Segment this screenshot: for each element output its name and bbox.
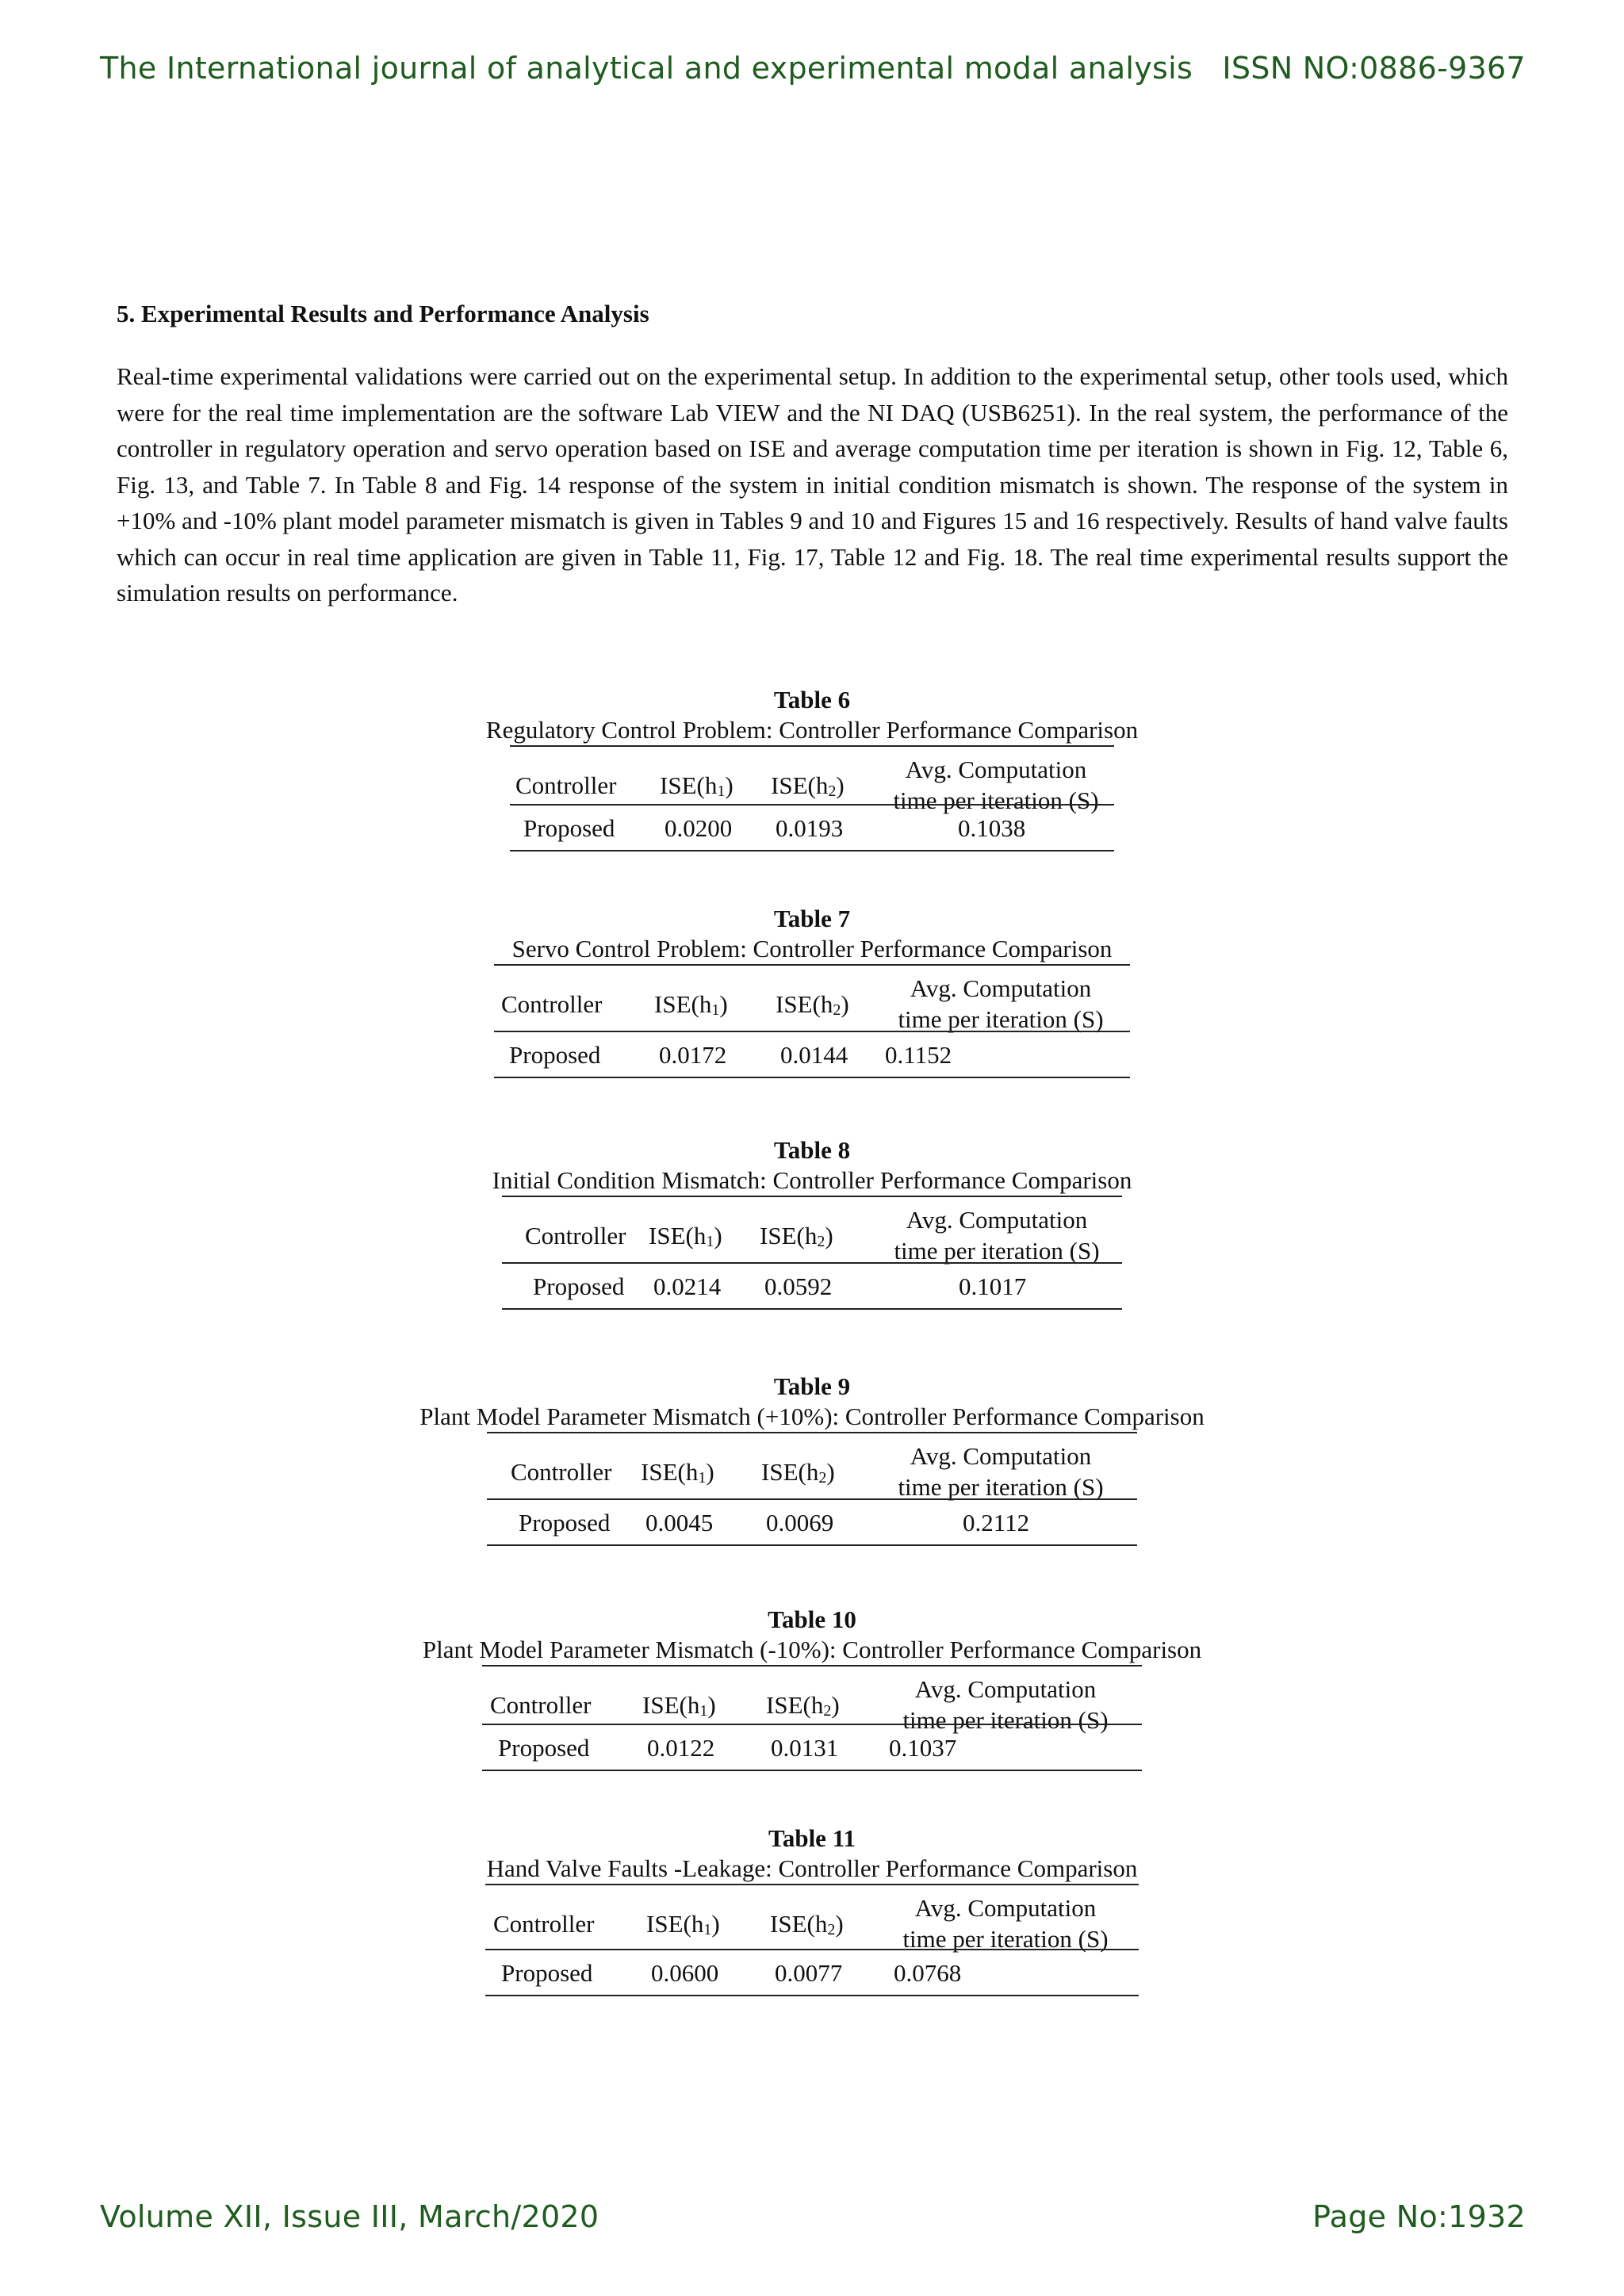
table-caption: Plant Model Parameter Mismatch (+10%): Controller Performance Comparison bbox=[419, 1402, 1205, 1430]
table-header-rule bbox=[487, 1498, 1137, 1500]
journal-title: The International journal of analytical and experimental modal analysis bbox=[100, 51, 1193, 86]
table-block bbox=[0, 1823, 1624, 2011]
header-avg-time-line2: time per iteration (S) bbox=[893, 786, 1099, 814]
header-ise-h1: $ISE(h_1)$ bbox=[660, 771, 733, 800]
table-label: Table 6 bbox=[773, 686, 851, 714]
table-label: Table 7 bbox=[773, 905, 851, 932]
table-top-rule bbox=[487, 1432, 1137, 1433]
table-cell-controller: Proposed bbox=[533, 1272, 625, 1300]
table-cell-ise-h1: 0.0600 bbox=[651, 1959, 719, 1987]
header-avg-time-line1: Avg. Computation bbox=[910, 1442, 1092, 1470]
section-paragraph: Real-time experimental validations were carried out on the experimental setup. In addition to the experimental setup, other tools used, which were for the real time implementation are the software Lab VIEW and the NI DAQ (USB6251). In the real system, the performance of the controller in regulatory operation and servo operation based on ISE and average computation time per iteration is shown in Fig. 12, Table 6, Fig. 13, and Table 7. In Table 8 and Fig. 14 response of the system in initial condition mismatch is shown. The response of the system in +10% and -10% plant model parameter mismatch is given in Tables 9 and 10 and Figures 15 and 16 respectively. Results of hand valve faults which can occur in real time application are given in Table 11, Fig. 17, Table 12 and Fig. 18. The real time experimental results support the simulation results on performance. bbox=[117, 362, 1508, 607]
table-top-rule bbox=[482, 1665, 1142, 1667]
table-cell-ise-h1: 0.0122 bbox=[647, 1734, 715, 1762]
table-cell-avg-time: 0.0768 bbox=[894, 1959, 962, 1987]
header-controller: Controller bbox=[511, 1458, 612, 1486]
table-cell-controller: Proposed bbox=[501, 1959, 593, 1987]
header-ise-h1: $ISE(h_1)$ bbox=[649, 1222, 722, 1250]
header-avg-time-line2: time per iteration (S) bbox=[894, 1237, 1100, 1265]
header-ise-h1: $ISE(h_1)$ bbox=[654, 990, 728, 1019]
header-avg-time-line2: time per iteration (S) bbox=[898, 1473, 1104, 1501]
table-cell-controller: Proposed bbox=[509, 1041, 601, 1069]
table-cell-ise-h2: 0.0077 bbox=[775, 1959, 843, 1987]
footer-volume: Volume XII, Issue III, March/2020 bbox=[100, 2199, 599, 2234]
header-avg-time-line1: Avg. Computation bbox=[914, 1675, 1097, 1703]
table-cell-ise-h2: 0.0144 bbox=[780, 1041, 848, 1069]
table-caption: Servo Control Problem: Controller Performance Comparison bbox=[511, 935, 1113, 962]
header-avg-time-line2: time per iteration (S) bbox=[902, 1925, 1109, 1953]
table-bottom-rule bbox=[494, 1077, 1130, 1078]
issn-number: ISSN NO:0886-9367 bbox=[1222, 51, 1526, 86]
footer-page-number: Page No:1932 bbox=[1312, 2199, 1526, 2234]
table-block bbox=[0, 685, 1624, 866]
table-caption: Hand Valve Faults -Leakage: Controller Performance Comparison bbox=[486, 1854, 1138, 1882]
table-block bbox=[0, 1135, 1624, 1324]
header-avg-time-line2: time per iteration (S) bbox=[902, 1706, 1109, 1734]
header-ise-h1: $ISE(h_1)$ bbox=[641, 1458, 714, 1487]
table-top-rule bbox=[494, 964, 1130, 966]
header-ise-h1: $ISE(h_1)$ bbox=[642, 1691, 716, 1720]
table-cell-avg-time: 0.1152 bbox=[885, 1041, 952, 1069]
header-avg-time-line2: time per iteration (S) bbox=[898, 1005, 1104, 1033]
table-header-rule bbox=[502, 1262, 1122, 1264]
table-caption: Initial Condition Mismatch: Controller Performance Comparison bbox=[492, 1166, 1132, 1194]
table-caption: Regulatory Control Problem: Controller Performance Comparison bbox=[485, 716, 1139, 744]
table-cell-controller: Proposed bbox=[498, 1734, 590, 1762]
header-controller: Controller bbox=[490, 1691, 592, 1719]
table-label: Table 10 bbox=[768, 1605, 856, 1633]
header-controller: Controller bbox=[493, 1910, 595, 1938]
table-cell-controller: Proposed bbox=[519, 1509, 611, 1536]
header-avg-time-line1: Avg. Computation bbox=[906, 1206, 1088, 1234]
table-cell-avg-time: 0.1038 bbox=[958, 814, 1026, 842]
table-header-rule bbox=[494, 1031, 1130, 1032]
table-cell-ise-h2: 0.0131 bbox=[771, 1734, 839, 1762]
table-top-rule bbox=[510, 745, 1114, 747]
table-cell-ise-h2: 0.0193 bbox=[776, 814, 844, 842]
header-ise-h2: $ISE(h_2)$ bbox=[776, 990, 849, 1019]
table-header-rule bbox=[510, 804, 1114, 806]
header-controller: Controller bbox=[515, 771, 617, 799]
table-bottom-rule bbox=[482, 1770, 1142, 1771]
table-cell-ise-h1: 0.0200 bbox=[665, 814, 733, 842]
header-avg-time-line1: Avg. Computation bbox=[910, 974, 1092, 1002]
table-cell-ise-h1: 0.0214 bbox=[653, 1272, 722, 1300]
table-label: Table 11 bbox=[768, 1824, 856, 1852]
table-top-rule bbox=[485, 1884, 1139, 1885]
header-avg-time-line1: Avg. Computation bbox=[914, 1894, 1097, 1922]
table-top-rule bbox=[502, 1196, 1122, 1197]
table-cell-ise-h2: 0.0069 bbox=[766, 1509, 834, 1536]
section-heading: 5. Experimental Results and Performance Analysis bbox=[117, 300, 649, 327]
table-bottom-rule bbox=[502, 1308, 1122, 1310]
table-cell-ise-h1: 0.0045 bbox=[645, 1509, 714, 1536]
table-cell-avg-time: 0.2112 bbox=[963, 1509, 1030, 1536]
table-cell-avg-time: 0.1017 bbox=[959, 1272, 1027, 1300]
table-bottom-rule bbox=[485, 1995, 1139, 1996]
table-bottom-rule bbox=[487, 1544, 1137, 1546]
header-ise-h2: $ISE(h_2)$ bbox=[760, 1222, 833, 1250]
header-ise-h1: $ISE(h_1)$ bbox=[646, 1910, 720, 1938]
table-bottom-rule bbox=[510, 850, 1114, 851]
table-cell-controller: Proposed bbox=[523, 814, 615, 842]
table-cell-ise-h2: 0.0592 bbox=[764, 1272, 833, 1300]
header-controller: Controller bbox=[501, 990, 603, 1018]
table-label: Table 8 bbox=[773, 1136, 851, 1164]
header-ise-h2: $ISE(h_2)$ bbox=[766, 1691, 840, 1720]
table-block bbox=[0, 1605, 1624, 1785]
table-label: Table 9 bbox=[773, 1372, 851, 1400]
table-cell-ise-h1: 0.0172 bbox=[659, 1041, 727, 1069]
table-caption: Plant Model Parameter Mismatch (-10%): Controller Performance Comparison bbox=[422, 1636, 1202, 1663]
header-avg-time-line1: Avg. Computation bbox=[905, 756, 1087, 783]
header-ise-h2: $ISE(h_2)$ bbox=[770, 1910, 844, 1938]
table-cell-avg-time: 0.1037 bbox=[889, 1734, 957, 1762]
table-block bbox=[0, 904, 1624, 1093]
table-header-rule bbox=[485, 1949, 1139, 1950]
header-ise-h2: $ISE(h_2)$ bbox=[771, 771, 845, 800]
table-header-rule bbox=[482, 1724, 1142, 1725]
header-controller: Controller bbox=[525, 1222, 626, 1249]
header-ise-h2: $ISE(h_2)$ bbox=[761, 1458, 835, 1487]
table-block bbox=[0, 1372, 1624, 1560]
